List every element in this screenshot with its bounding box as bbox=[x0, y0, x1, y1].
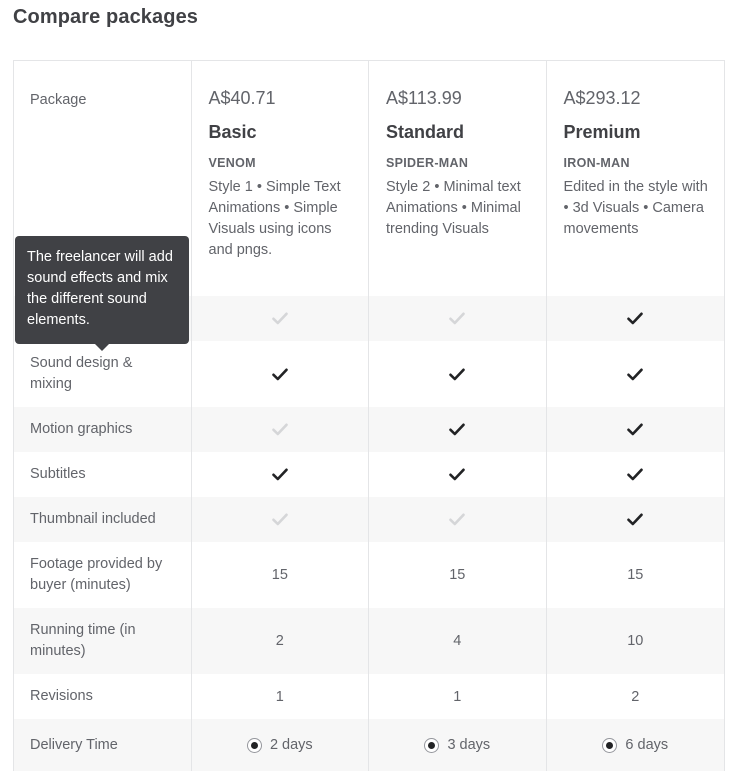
row-label: Running time (in minutes) bbox=[14, 608, 192, 674]
table-row bbox=[14, 719, 724, 771]
radio-selected-icon[interactable] bbox=[247, 738, 262, 753]
checkmark-icon bbox=[627, 468, 643, 481]
cell-basic bbox=[192, 719, 369, 771]
checkmark-icon bbox=[627, 423, 643, 436]
checkmark-icon bbox=[627, 368, 643, 381]
row-label-package: Package bbox=[14, 61, 192, 296]
package-name: Standard bbox=[386, 122, 465, 142]
feature-tooltip: The freelancer will add sound effects and mix the different sound elements. bbox=[15, 236, 189, 344]
cell-standard bbox=[369, 608, 546, 674]
cell-basic bbox=[192, 608, 369, 674]
row-label: Revisions bbox=[14, 674, 192, 719]
radio-selected-icon[interactable] bbox=[424, 738, 439, 753]
cell-standard bbox=[369, 497, 546, 542]
radio-dot bbox=[606, 742, 613, 749]
table-row bbox=[14, 407, 724, 452]
row-label: Subtitles bbox=[14, 452, 192, 497]
checkmark-icon bbox=[272, 423, 288, 436]
cell-premium bbox=[547, 674, 724, 719]
delivery-option-standard[interactable] bbox=[424, 737, 490, 753]
cell-value: 10 bbox=[627, 633, 644, 649]
cell-basic bbox=[192, 674, 369, 719]
table-row bbox=[14, 608, 724, 674]
cell-value: 15 bbox=[449, 567, 466, 583]
cell-standard bbox=[369, 341, 546, 407]
package-column-premium bbox=[547, 61, 725, 296]
delivery-option-basic[interactable] bbox=[247, 737, 313, 753]
cell-basic bbox=[192, 497, 369, 542]
cell-standard bbox=[369, 542, 546, 608]
row-label: Motion graphics bbox=[14, 407, 192, 452]
table-row bbox=[14, 542, 724, 608]
table-row bbox=[14, 674, 724, 719]
cell-value: 2 bbox=[275, 633, 284, 649]
compare-packages-table bbox=[13, 60, 725, 771]
package-code: VENOM bbox=[208, 156, 256, 170]
delivery-time-label: 3 days bbox=[447, 737, 491, 753]
cell-premium bbox=[547, 497, 724, 542]
table-row bbox=[14, 452, 724, 497]
checkmark-icon bbox=[272, 312, 288, 325]
cell-standard bbox=[369, 296, 546, 341]
checkmark-icon bbox=[449, 312, 465, 325]
table-row bbox=[14, 497, 724, 542]
checkmark-icon bbox=[272, 368, 288, 381]
radio-dot bbox=[251, 742, 258, 749]
package-column-basic bbox=[192, 61, 370, 296]
cell-value: 15 bbox=[271, 567, 288, 583]
cell-basic bbox=[192, 452, 369, 497]
checkmark-icon bbox=[449, 423, 465, 436]
cell-value: 2 bbox=[631, 688, 640, 705]
radio-selected-icon[interactable] bbox=[602, 738, 617, 753]
cell-standard bbox=[369, 452, 546, 497]
checkmark-icon bbox=[449, 468, 465, 481]
cell-basic bbox=[192, 341, 369, 407]
cell-premium bbox=[547, 608, 724, 674]
cell-premium bbox=[547, 719, 724, 771]
tooltip-arrow bbox=[94, 343, 110, 351]
cell-value: 1 bbox=[453, 688, 462, 705]
row-label: Sound design & mixing bbox=[14, 341, 192, 407]
table-row bbox=[14, 341, 724, 407]
cell-value: 1 bbox=[275, 688, 284, 705]
package-column-standard bbox=[369, 61, 547, 296]
cell-standard bbox=[369, 719, 546, 771]
package-price: A$40.71 bbox=[208, 88, 276, 108]
cell-premium bbox=[547, 542, 724, 608]
cell-basic bbox=[192, 296, 369, 341]
cell-basic bbox=[192, 542, 369, 608]
cell-premium bbox=[547, 296, 724, 341]
cell-premium bbox=[547, 407, 724, 452]
cell-premium bbox=[547, 341, 724, 407]
cell-basic bbox=[192, 407, 369, 452]
checkmark-icon bbox=[627, 312, 643, 325]
package-description: Style 2 • Minimal text Animations • Minimal trending Visuals bbox=[386, 179, 521, 237]
package-price: A$113.99 bbox=[386, 88, 462, 108]
package-description: Edited in the style with • 3d Visuals • Camera movements bbox=[563, 179, 708, 237]
delivery-time-label: 6 days bbox=[625, 737, 669, 753]
package-code: SPIDER-MAN bbox=[386, 156, 469, 170]
checkmark-icon bbox=[449, 513, 465, 526]
cell-standard bbox=[369, 407, 546, 452]
cell-value: 15 bbox=[627, 567, 644, 583]
package-name: Basic bbox=[208, 122, 257, 142]
package-code: IRON-MAN bbox=[563, 156, 630, 170]
page-title: Compare packages bbox=[13, 6, 199, 28]
package-price: A$293.12 bbox=[563, 88, 641, 108]
package-description: Style 1 • Simple Text Animations • Simple Visuals using icons and pngs. bbox=[208, 179, 341, 258]
cell-standard bbox=[369, 674, 546, 719]
checkmark-icon bbox=[272, 513, 288, 526]
checkmark-icon bbox=[627, 513, 643, 526]
row-label: Footage provided by buyer (minutes) bbox=[14, 542, 192, 608]
delivery-time-label: 2 days bbox=[269, 737, 313, 753]
checkmark-icon bbox=[449, 368, 465, 381]
delivery-option-premium[interactable] bbox=[602, 737, 668, 753]
row-label: Thumbnail included bbox=[14, 497, 192, 542]
cell-premium bbox=[547, 452, 724, 497]
feature-rows bbox=[14, 296, 724, 771]
package-name: Premium bbox=[563, 122, 641, 142]
checkmark-icon bbox=[272, 468, 288, 481]
row-label: Delivery Time bbox=[14, 719, 192, 771]
radio-dot bbox=[428, 742, 435, 749]
cell-value: 4 bbox=[453, 633, 462, 649]
